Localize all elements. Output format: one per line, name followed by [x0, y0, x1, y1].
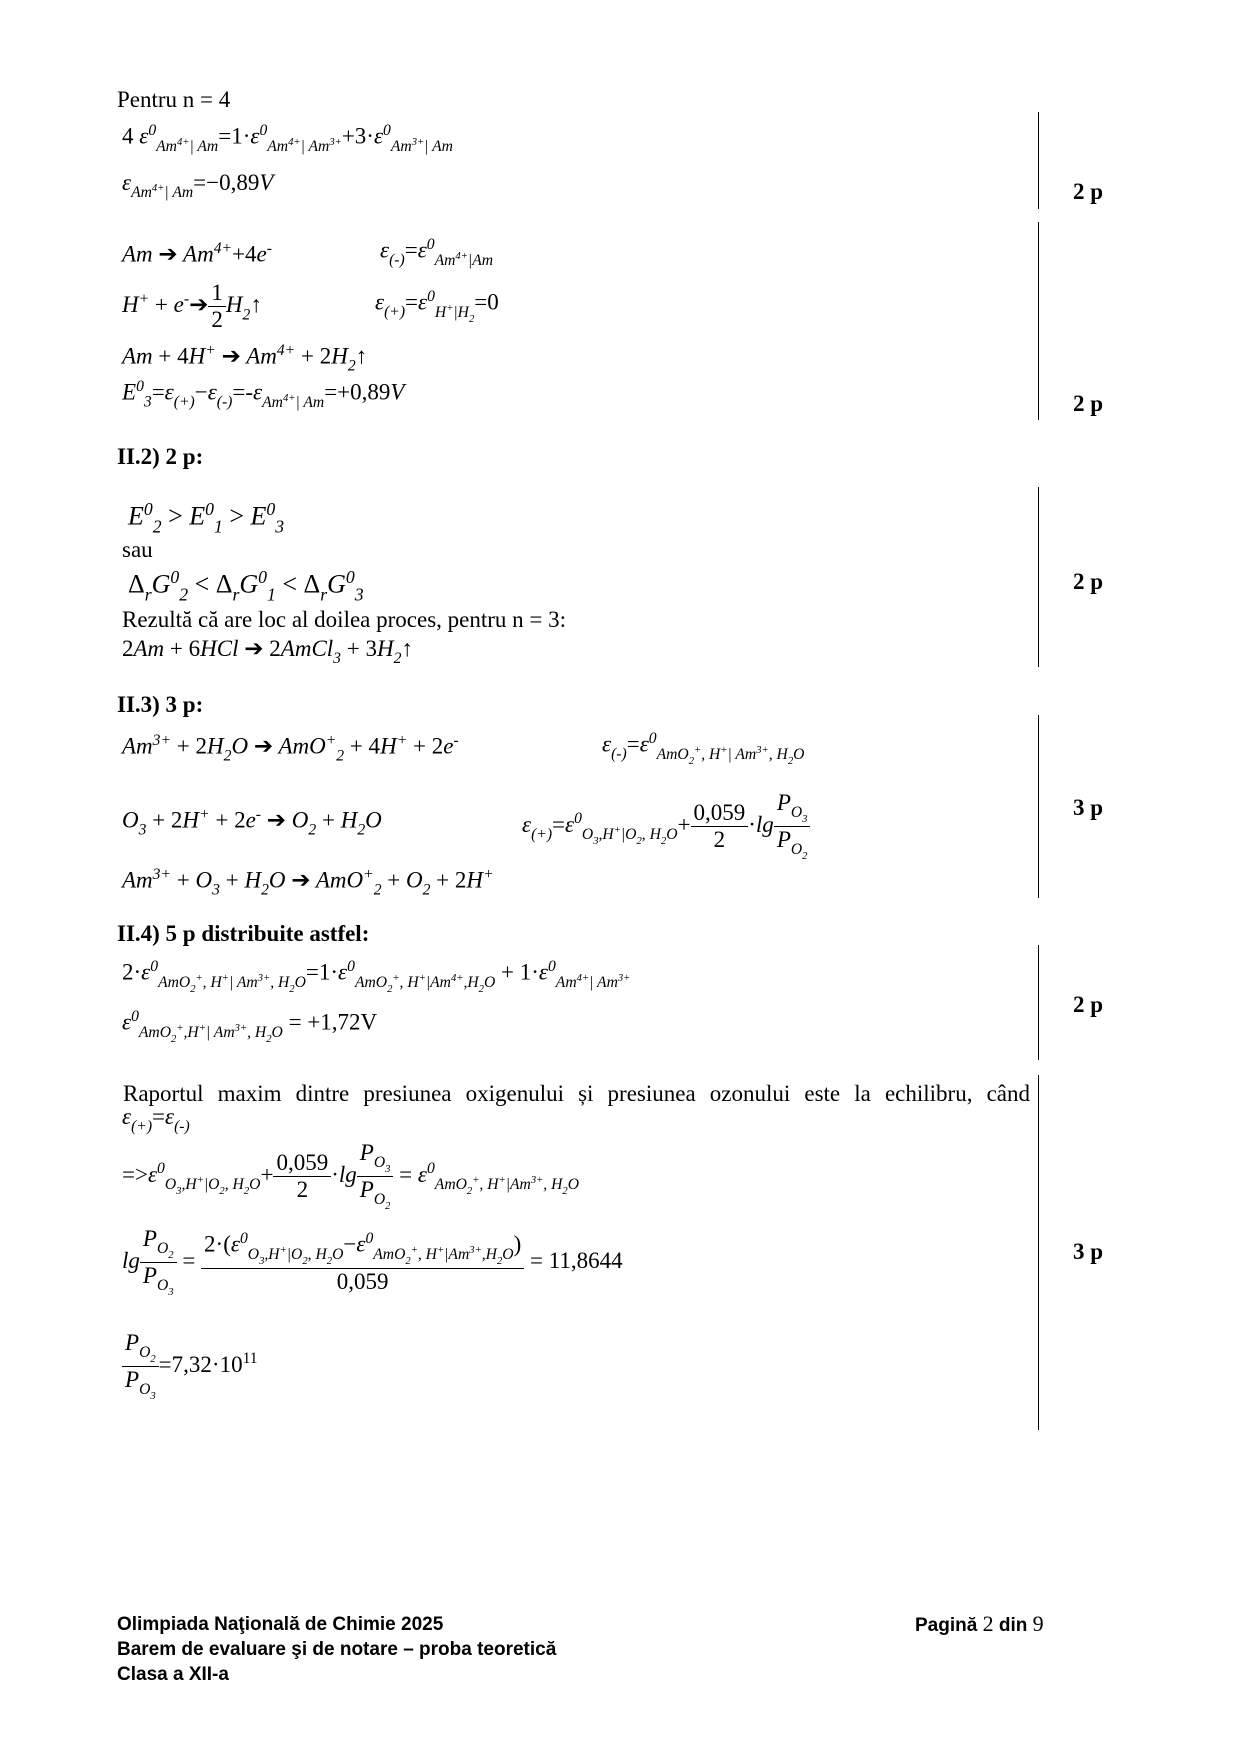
equation: lg $\frac{P_{O_2}}{P_{O_3}}$ = $\frac{2\cdot(\varepsilon^0_{O_3,H^+|O_2, H_2O}-\varepsilon^0_{AmO_2^+, H^+|Am^{3+},H_2O})}{0,059}$ = 11,8644 — [122, 1226, 623, 1298]
equation: $Am^{3+} + O_3 + H_2O$ ➔ $AmO^+_2 + O_2 + 2H^+$ — [122, 866, 494, 899]
equation: $\varepsilon_{(-)}=\varepsilon^0_{AmO_2^+, H^+| Am^{3+}, H_2O}$ — [602, 730, 805, 767]
value: +1,72V — [307, 1009, 378, 1035]
footer-class: Clasa a XII-a — [117, 1664, 229, 1685]
equation: H+ + e-➔ $\frac{1}{2}$ $H_2↑$ — [122, 280, 262, 333]
score-points: 2 p — [1073, 179, 1104, 204]
fraction-denominator: 2 — [296, 1177, 309, 1203]
equation: $O_3 + 2H^+ + 2e^-$ ➔ $O_2 + H_2O$ — [122, 806, 382, 839]
equation: 4 $\varepsilon^0_{Am^{4+}| Am}=1\cdot\varepsilon^0_{Am^{4+}| Am^{3+}}+3\cdot\varepsilon^0_{Am^{3+}| Am}$ — [122, 122, 453, 155]
fraction-denominator: 0,059 — [336, 1268, 389, 1294]
equation: $Am^{3+} + 2H_2O$ ➔ AmO+$_2$ + 4H+ + 2e- — [122, 732, 459, 765]
equation: Am ➔ $Am^{4+}+4e^-$ — [122, 240, 272, 267]
equation: Am + 4H+ ➔ $Am^{4+}$ + $2H_2↑$ — [122, 342, 368, 375]
equation: $E^0_3=\varepsilon_{(+)}-\varepsilon_{(-)}=-\varepsilon_{Am^{4+}| Am}=+0,89V$ — [122, 378, 405, 411]
divider — [1038, 112, 1039, 209]
equation: 2Am + 6HCl ➔ 2AmCl$_3$ + $3H_2↑$ — [122, 636, 413, 668]
score-points: 2 p — [1073, 569, 1104, 594]
fraction-numerator: 0,059 — [273, 1150, 331, 1177]
equation: $\frac{P_{O_2}}{P_{O_3}}$ $=7,32\cdot 10^{11}$ — [122, 1330, 258, 1403]
equation: $\varepsilon_{Am^{4+}| Am}=-0,89V$ — [122, 170, 274, 202]
paragraph: Raportul maxim dintre presiunea oxigenului și presiunea ozonului este la echilibru, când — [123, 1081, 1030, 1106]
section-header: II.4) 5 p distribuite astfel: — [117, 921, 370, 946]
score-points: 3 p — [1073, 1239, 1104, 1264]
result-value: 11,8644 — [548, 1247, 623, 1273]
implies-arrow: => — [122, 1161, 148, 1187]
equation: $\varepsilon^0_{AmO_2^+,H^+| Am^{3+}, H_2O} = +1,72V$ — [122, 1008, 378, 1045]
footer-title: Olimpiada Naţională de Chimie 2025 — [117, 1614, 444, 1635]
page-total: 9 — [1032, 1611, 1044, 1636]
equation: $\varepsilon_{(+)}=\varepsilon_{(-)}$ — [122, 1104, 190, 1136]
score-points: 2 p — [1073, 391, 1104, 416]
score-points: 3 p — [1073, 795, 1104, 820]
equation: $\Delta_rG^0_2 < \Delta_rG^0_1 < \Delta_rG^0_3$ — [128, 567, 364, 605]
equation: $\varepsilon_{(+)}=\varepsilon^0_{O_3,H^+|O_2, H_2O}+$ $\frac{0,059}{2}$ ·lg $\frac{P_{O_3}}{P_{O_2}}$ — [522, 790, 810, 863]
intro-text: Pentru n = 4 — [117, 87, 231, 112]
text-line: Rezultă că are loc al doilea proces, pentru n = 3: — [122, 607, 567, 632]
score-points: 2 p — [1073, 992, 1104, 1017]
page-separator: din — [998, 1615, 1028, 1636]
divider — [1038, 1075, 1039, 1430]
section-header: II.3) 3 p: — [117, 692, 204, 717]
divider — [1038, 487, 1039, 667]
result-value: 7,32·10 — [171, 1351, 243, 1377]
equation: $\varepsilon_{(+)}=\varepsilon^0_{H^+|H_2}=0$ — [375, 288, 499, 325]
equation: $2\cdot\varepsilon^0_{AmO_2^+, H^+| Am^{3+}, H_2O}=1\cdot\varepsilon^0_{AmO_2^+, H^+|Am^{4+},H_2O} + 1\cdot\varepsilon^0_{Am^{4+}| Am^{3+}}$ — [122, 958, 631, 995]
divider — [1038, 222, 1039, 420]
page-current: 2 — [982, 1611, 994, 1636]
page-label: Pagină — [915, 1615, 978, 1636]
fraction-denominator: 2 — [713, 827, 726, 853]
text-line: sau — [122, 537, 153, 562]
footer-subtitle: Barem de evaluare şi de notare – proba teoretică — [117, 1639, 557, 1660]
equation: $E^0_2 > E^0_1 > E^0_3$ — [128, 499, 285, 537]
equation: $\varepsilon_{(-)}=\varepsilon^0_{Am^{4+}|Am}$ — [380, 236, 494, 269]
section-header: II.2) 2 p: — [117, 444, 204, 469]
exponent: 11 — [242, 1350, 258, 1368]
divider — [1038, 715, 1039, 898]
fraction-numerator: 0,059 — [691, 800, 749, 827]
divider — [1038, 945, 1039, 1060]
equation: $=>\varepsilon^0_{O_3,H^+|O_2, H_2O}+$ $\frac{0,059}{2}$ ·lg $\frac{P_{O_3}}{P_{O_2}}$ = $\varepsilon^0_{AmO_2^+, H^+|Am^{3+}, H_2O}$ — [122, 1140, 580, 1212]
page-number — [915, 1613, 1044, 1635]
